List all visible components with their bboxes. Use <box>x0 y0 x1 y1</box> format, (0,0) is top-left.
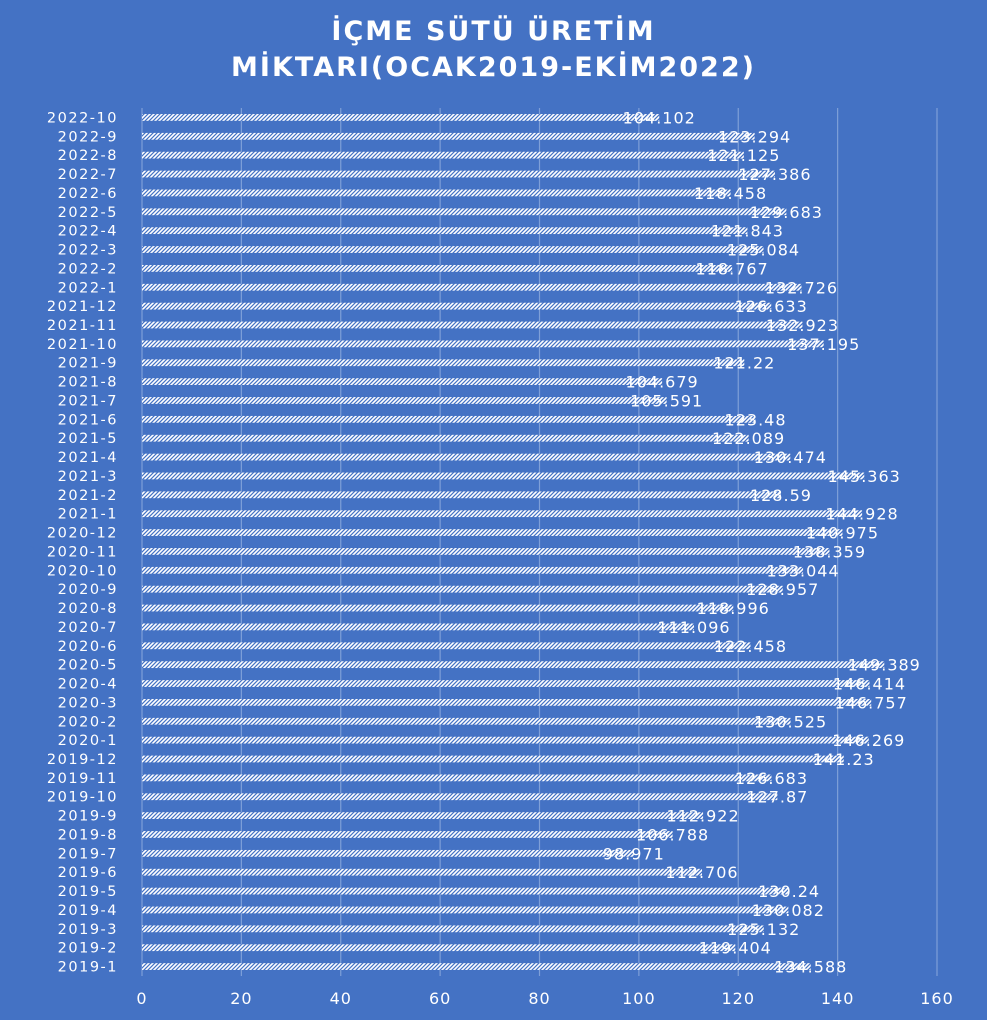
bar <box>142 718 791 725</box>
bar <box>142 397 667 404</box>
data-label: 123.294 <box>718 127 792 147</box>
data-label: 112.922 <box>666 806 740 826</box>
bar <box>142 454 790 461</box>
category-label: 2022-1 <box>57 280 118 297</box>
category-label: 2020-9 <box>57 582 118 599</box>
data-label: 122.458 <box>713 636 788 656</box>
x-tick-label: 20 <box>230 989 253 1008</box>
bar <box>142 812 703 819</box>
bar <box>142 133 755 140</box>
category-labels <box>47 110 118 975</box>
bar <box>142 737 869 744</box>
data-label: 104.102 <box>622 108 696 128</box>
category-label: 2022-10 <box>46 110 118 127</box>
data-label: 119.404 <box>698 938 772 958</box>
bar <box>142 888 789 895</box>
category-label: 2022-2 <box>57 261 118 278</box>
data-label: 128.957 <box>746 580 820 600</box>
category-label: 2020-7 <box>57 619 118 636</box>
data-label: 127.87 <box>746 787 809 807</box>
bar <box>142 378 662 385</box>
category-label: 2022-8 <box>57 148 118 165</box>
data-label: 146.414 <box>832 674 907 694</box>
x-tick-label: 0 <box>136 989 148 1008</box>
category-label: 2021-1 <box>57 506 118 523</box>
data-label: 104.679 <box>625 372 699 392</box>
data-label: 128.59 <box>749 485 812 505</box>
category-label: 2019-8 <box>57 827 118 844</box>
bar <box>142 303 771 310</box>
data-label: 122.089 <box>712 429 786 449</box>
x-tick-label: 140 <box>820 989 855 1008</box>
category-label: 2020-8 <box>57 601 118 618</box>
x-tick-label: 100 <box>622 989 656 1008</box>
x-tick-label: 120 <box>721 989 756 1008</box>
bar <box>142 171 775 178</box>
data-label: 105.591 <box>630 391 704 411</box>
data-label: 123.48 <box>724 410 787 430</box>
data-label: 146.757 <box>834 693 908 713</box>
category-label: 2021-4 <box>57 450 118 467</box>
category-label: 2021-11 <box>46 318 118 334</box>
bar <box>142 416 756 423</box>
bar <box>142 510 862 517</box>
data-label: 137.195 <box>787 334 861 354</box>
data-label: 133.044 <box>766 561 840 581</box>
bar <box>142 907 788 914</box>
data-label: 118.767 <box>695 259 769 279</box>
bar <box>142 774 771 781</box>
x-tick-labels <box>136 989 953 1008</box>
bar <box>142 756 844 763</box>
data-label: 112.706 <box>665 863 739 883</box>
data-label: 132.726 <box>764 278 839 298</box>
bar <box>142 850 634 857</box>
category-label: 2020-11 <box>46 544 118 561</box>
bar <box>142 605 733 612</box>
data-label: 130.24 <box>758 882 821 902</box>
bar <box>142 208 786 215</box>
category-label: 2022-6 <box>57 185 118 202</box>
data-label: 126.683 <box>734 768 809 788</box>
bar <box>142 925 764 932</box>
data-label: 130.525 <box>753 712 828 732</box>
chart-title-line-2: MİKTARI(OCAK2019-EKİM2022) <box>231 52 756 83</box>
category-label: 2021-3 <box>57 468 118 485</box>
x-tick-label: 160 <box>920 989 954 1008</box>
category-label: 2020-2 <box>57 714 118 731</box>
category-label: 2021-8 <box>57 374 118 391</box>
data-label: 149.389 <box>847 655 921 675</box>
bar <box>142 567 803 574</box>
category-label: 2022-9 <box>57 129 118 146</box>
bar <box>142 793 777 800</box>
bar <box>142 190 731 197</box>
data-label: 141.23 <box>812 750 875 769</box>
category-label: 2019-11 <box>46 770 118 787</box>
data-label: 111.096 <box>657 617 731 637</box>
bar <box>142 944 735 951</box>
category-label: 2020-5 <box>57 657 118 674</box>
category-label: 2021-10 <box>46 336 118 353</box>
bar <box>142 284 801 291</box>
bar <box>142 246 764 253</box>
category-label: 2019-7 <box>57 846 118 863</box>
category-label: 2019-6 <box>57 865 118 882</box>
bar <box>142 661 884 668</box>
category-label: 2019-10 <box>46 789 118 806</box>
data-label: 106.788 <box>636 825 710 845</box>
bar <box>142 586 783 593</box>
bar <box>142 699 871 706</box>
bar <box>142 322 802 329</box>
category-label: 2021-5 <box>57 431 118 448</box>
data-label: 121.843 <box>710 221 784 241</box>
category-label: 2021-6 <box>57 412 118 429</box>
category-label: 2020-10 <box>46 563 118 580</box>
bar <box>142 435 749 442</box>
category-label: 2019-12 <box>46 752 118 768</box>
category-label: 2019-4 <box>57 902 118 919</box>
category-label: 2021-7 <box>57 393 118 410</box>
bar <box>142 114 659 121</box>
category-label: 2020-12 <box>46 525 118 542</box>
bar <box>142 831 673 838</box>
data-label: 138.359 <box>792 542 867 562</box>
bar <box>142 963 811 970</box>
data-label: 118.458 <box>694 183 768 203</box>
category-label: 2020-4 <box>57 676 118 693</box>
bar <box>142 529 842 536</box>
category-label: 2020-3 <box>57 695 118 712</box>
bar <box>142 624 694 631</box>
category-label: 2019-1 <box>57 959 118 976</box>
data-label: 118.996 <box>696 599 770 619</box>
data-label: 132.923 <box>765 316 840 335</box>
category-label: 2019-9 <box>57 808 118 825</box>
data-label: 125.084 <box>726 240 801 260</box>
data-label: 130.474 <box>753 448 827 468</box>
chart-title-line-1: İÇME SÜTÜ ÜRETİM <box>331 16 656 47</box>
bar <box>142 680 869 687</box>
data-label: 134.588 <box>774 957 848 977</box>
category-label: 2022-4 <box>57 223 118 240</box>
category-label: 2021-12 <box>46 299 118 316</box>
data-label: 121.22 <box>713 353 776 373</box>
data-label: 126.633 <box>734 297 808 317</box>
data-label: 140.975 <box>805 523 880 543</box>
x-tick-label: 40 <box>329 989 352 1008</box>
data-labels <box>603 108 921 976</box>
category-label: 2019-2 <box>57 940 118 957</box>
category-label: 2019-5 <box>57 884 118 901</box>
bar <box>142 152 744 159</box>
bar <box>142 869 702 876</box>
data-label: 146.269 <box>832 731 906 751</box>
data-label: 125.132 <box>727 919 801 939</box>
bar <box>142 359 744 366</box>
data-label: 98.971 <box>602 844 665 864</box>
bar <box>142 491 781 498</box>
bar <box>142 642 750 649</box>
category-label: 2019-3 <box>57 921 118 938</box>
bar <box>142 548 829 555</box>
category-label: 2020-1 <box>57 733 118 750</box>
x-tick-label: 80 <box>528 989 551 1008</box>
category-label: 2021-9 <box>57 355 118 372</box>
bar <box>142 340 824 347</box>
category-label: 2021-2 <box>57 487 118 504</box>
category-label: 2022-7 <box>57 167 118 184</box>
data-label: 144.928 <box>825 504 899 524</box>
bar <box>142 227 747 234</box>
x-tick-label: 60 <box>428 989 452 1008</box>
category-label: 2020-6 <box>57 638 118 655</box>
bar <box>142 265 732 272</box>
category-label: 2022-3 <box>57 242 118 259</box>
data-label: 130.082 <box>751 900 825 920</box>
data-label: 121.125 <box>707 146 781 166</box>
data-label: 145.363 <box>827 466 901 486</box>
bar <box>142 473 864 480</box>
data-label: 129.683 <box>749 202 823 222</box>
category-label: 2022-5 <box>57 204 118 221</box>
data-label: 127.386 <box>738 165 812 185</box>
